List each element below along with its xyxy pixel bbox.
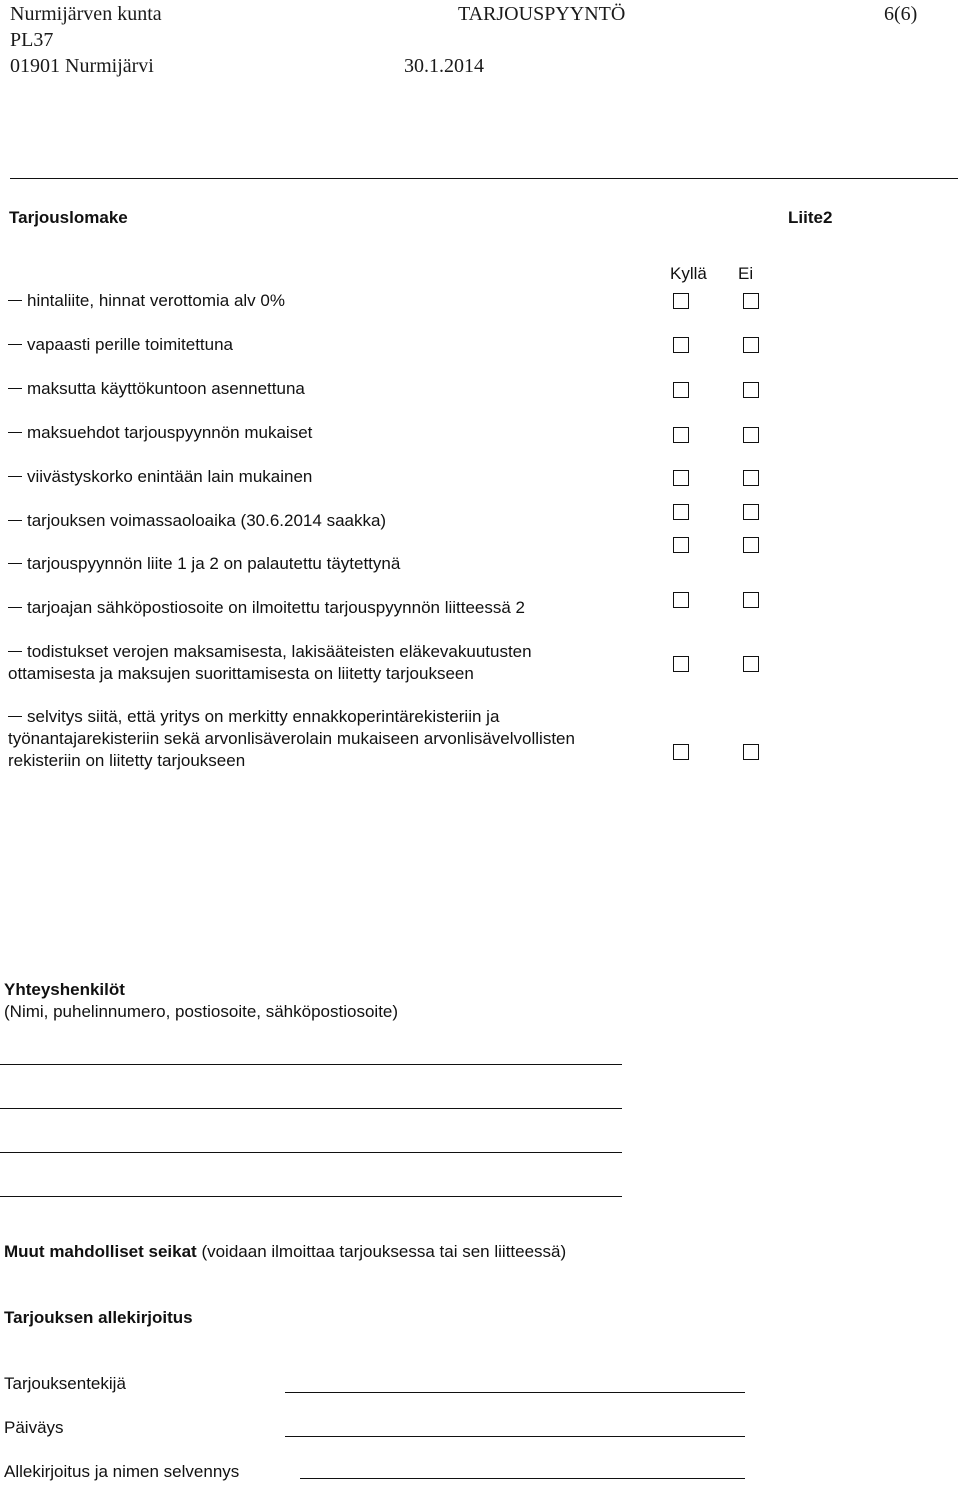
checklist-item bbox=[8, 706, 575, 772]
date-line[interactable] bbox=[285, 1436, 745, 1437]
checklist-item-text: viivästyskorko enintään lain mukainen bbox=[8, 466, 312, 488]
checkbox-yes[interactable] bbox=[673, 592, 689, 608]
attachment-label: Liite2 bbox=[788, 208, 833, 227]
contact-line[interactable] bbox=[0, 1064, 622, 1065]
dash-bullet bbox=[8, 300, 22, 301]
checklist-item-text: hintaliite, hinnat verottomia alv 0% bbox=[8, 290, 285, 312]
column-no-header: Ei bbox=[738, 264, 754, 283]
field-label-date: Päiväys bbox=[4, 1418, 64, 1437]
dash-bullet bbox=[8, 607, 22, 608]
document-type: TARJOUSPYYNTÖ bbox=[458, 3, 626, 25]
checkbox-yes[interactable] bbox=[673, 337, 689, 353]
checklist-item bbox=[8, 641, 532, 685]
checkbox-yes[interactable] bbox=[673, 293, 689, 309]
checklist-item bbox=[8, 510, 386, 532]
contacts-title: Yhteyshenkilöt bbox=[4, 980, 125, 999]
column-yes-header: Kyllä bbox=[670, 264, 707, 283]
postal-address: 01901 Nurmijärvi bbox=[10, 55, 154, 77]
dash-bullet bbox=[8, 651, 22, 652]
checkbox-yes[interactable] bbox=[673, 470, 689, 486]
contact-line[interactable] bbox=[0, 1108, 622, 1109]
checklist-item-text: tarjoajan sähköpostiosoite on ilmoitettu tarjouspyynnön liitteessä 2 bbox=[8, 597, 525, 619]
other-section bbox=[4, 1242, 566, 1262]
checkbox-yes[interactable] bbox=[673, 504, 689, 520]
checkbox-no[interactable] bbox=[743, 382, 759, 398]
dash-bullet bbox=[8, 388, 22, 389]
checkbox-no[interactable] bbox=[743, 470, 759, 486]
checklist-item-text: tarjouspyynnön liite 1 ja 2 on palautettu täytettynä bbox=[8, 553, 400, 575]
dash-bullet bbox=[8, 716, 22, 717]
checklist-item-text: selvitys siitä, että yritys on merkitty ennakkoperintärekisteriin ja bbox=[8, 706, 575, 728]
checklist-item-text: maksutta käyttökuntoon asennettuna bbox=[8, 378, 305, 400]
checklist-item-text: rekisteriin on liitetty tarjoukseen bbox=[8, 751, 246, 770]
checklist-item-text: maksuehdot tarjouspyynnön mukaiset bbox=[8, 422, 312, 444]
signature-line[interactable] bbox=[300, 1478, 745, 1479]
checklist-item bbox=[8, 466, 312, 488]
page-number: 6(6) bbox=[884, 3, 918, 25]
checkbox-no[interactable] bbox=[743, 427, 759, 443]
checkbox-yes[interactable] bbox=[673, 744, 689, 760]
other-note: (voidaan ilmoittaa tarjouksessa tai sen liitteessä) bbox=[201, 1242, 567, 1261]
form-title: Tarjouslomake bbox=[9, 208, 128, 227]
checklist-item bbox=[8, 597, 525, 619]
checkbox-yes[interactable] bbox=[673, 537, 689, 553]
dash-bullet bbox=[8, 344, 22, 345]
offeror-line[interactable] bbox=[285, 1392, 745, 1393]
checkbox-yes[interactable] bbox=[673, 382, 689, 398]
checklist-item bbox=[8, 378, 305, 400]
checkbox-no[interactable] bbox=[743, 337, 759, 353]
dash-bullet bbox=[8, 563, 22, 564]
checkbox-yes[interactable] bbox=[673, 656, 689, 672]
checklist-item bbox=[8, 553, 400, 575]
field-label-offeror: Tarjouksentekijä bbox=[4, 1374, 126, 1393]
checklist-item-text: todistukset verojen maksamisesta, lakisääteisten eläkevakuutusten bbox=[8, 641, 532, 663]
contacts-subtitle: (Nimi, puhelinnumero, postiosoite, sähköpostiosoite) bbox=[4, 1002, 399, 1021]
checklist-item-text: työnantajarekisteriin sekä arvonlisäverolain mukaiseen arvonlisävelvollisten bbox=[8, 729, 575, 748]
checklist-item-text: tarjouksen voimassaoloaika (30.6.2014 saakka) bbox=[8, 510, 386, 532]
field-label-signature: Allekirjoitus ja nimen selvennys bbox=[4, 1462, 240, 1481]
other-title: Muut mahdolliset seikat bbox=[4, 1242, 197, 1261]
checkbox-no[interactable] bbox=[743, 504, 759, 520]
document-date: 30.1.2014 bbox=[404, 55, 484, 77]
signature-title: Tarjouksen allekirjoitus bbox=[4, 1308, 193, 1327]
contact-line[interactable] bbox=[0, 1152, 622, 1153]
checklist-item-text: ottamisesta ja maksujen suorittamisesta on liitetty tarjoukseen bbox=[8, 664, 474, 683]
checkbox-no[interactable] bbox=[743, 293, 759, 309]
checklist-item bbox=[8, 422, 312, 444]
checklist-item-text: vapaasti perille toimitettuna bbox=[8, 334, 233, 356]
checklist-item bbox=[8, 290, 285, 312]
organization-name: Nurmijärven kunta bbox=[10, 3, 162, 25]
checkbox-no[interactable] bbox=[743, 656, 759, 672]
dash-bullet bbox=[8, 476, 22, 477]
header-divider bbox=[10, 178, 958, 179]
dash-bullet bbox=[8, 432, 22, 433]
dash-bullet bbox=[8, 520, 22, 521]
checkbox-no[interactable] bbox=[743, 592, 759, 608]
checkbox-yes[interactable] bbox=[673, 427, 689, 443]
contact-line[interactable] bbox=[0, 1196, 622, 1197]
checklist-item bbox=[8, 334, 233, 356]
checkbox-no[interactable] bbox=[743, 537, 759, 553]
po-box: PL37 bbox=[10, 29, 54, 51]
checkbox-no[interactable] bbox=[743, 744, 759, 760]
